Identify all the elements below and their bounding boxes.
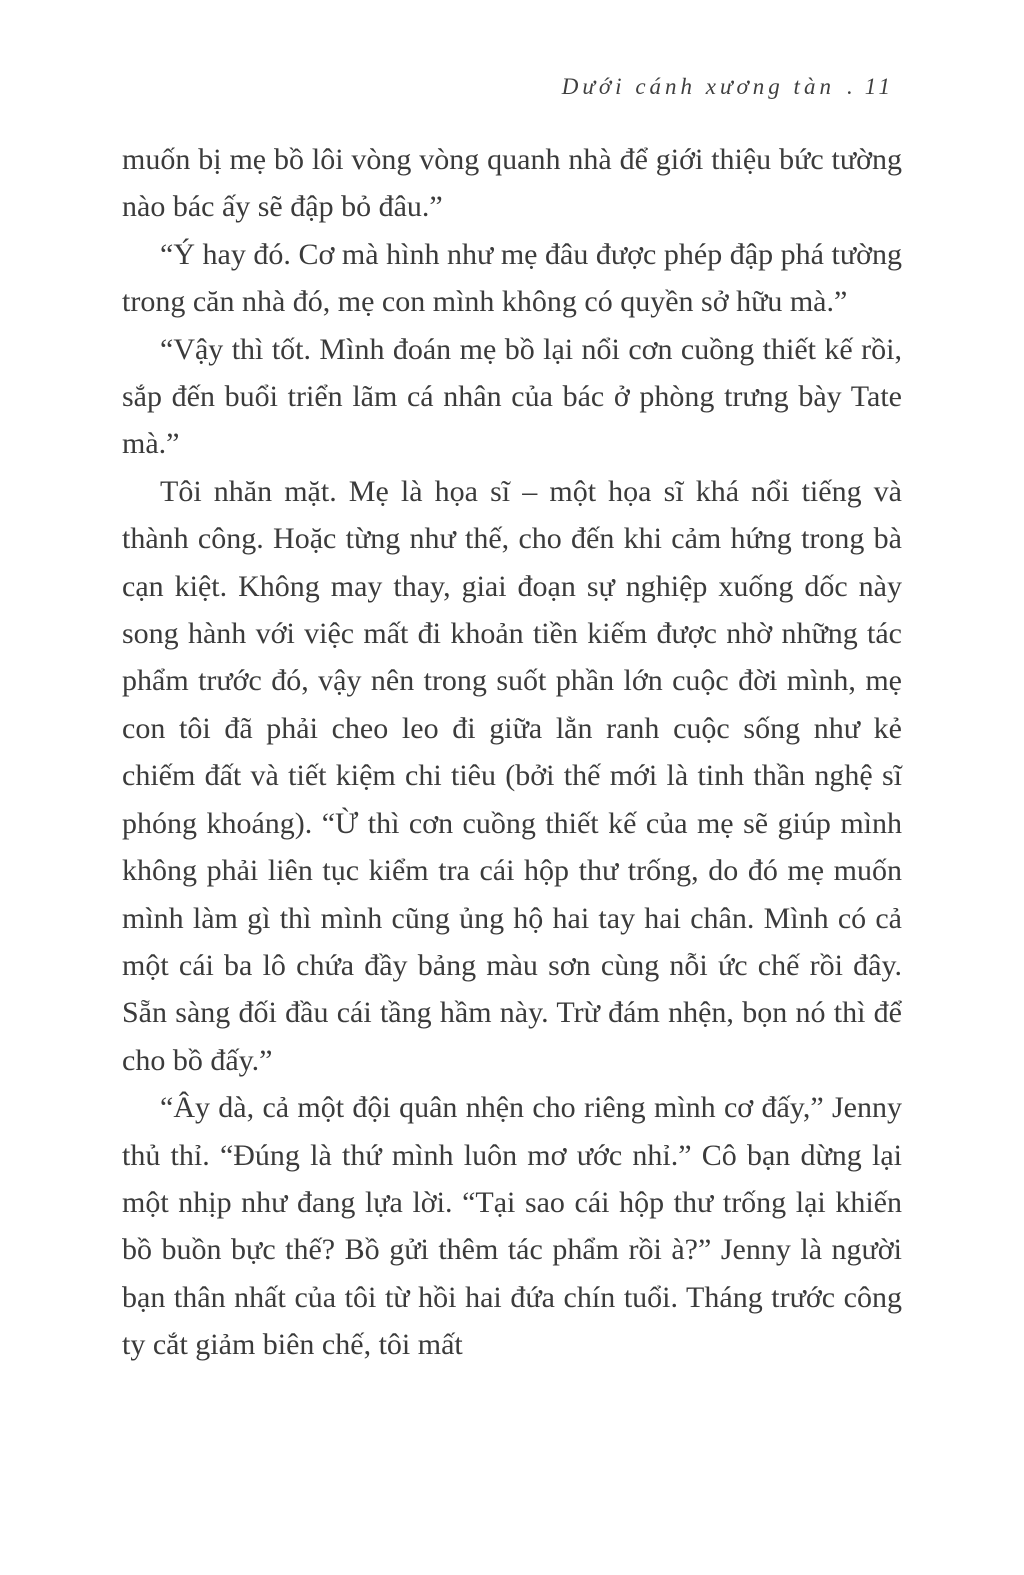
page-header xyxy=(0,74,894,100)
running-head-separator: . xyxy=(846,74,853,99)
running-head-title: Dưới cánh xương tàn xyxy=(561,74,835,99)
page-number: 11 xyxy=(864,74,894,99)
paragraph: “Vậy thì tốt. Mình đoán mẹ bồ lại nổi cơn cuồng thiết kế rồi, sắp đến buổi triển lãm cá nhân của bác ở phòng trưng bày Tate mà.” xyxy=(122,332,902,461)
page-body xyxy=(122,136,902,1369)
paragraph: muốn bị mẹ bồ lôi vòng vòng quanh nhà để giới thiệu bức tường nào bác ấy sẽ đập bỏ đâu.” xyxy=(122,143,902,224)
paragraph: Tôi nhăn mặt. Mẹ là họa sĩ – một họa sĩ khá nổi tiếng và thành công. Hoặc từng như thế, cho đến khi cảm hứng trong bà cạn kiệt. Không may thay, giai đoạn sự nghiệp xuống dốc này song hành với việc mất đi khoản tiền kiếm được nhờ những tác phẩm trước đó, vậy nên trong suốt phần lớn cuộc đời mình, mẹ con tôi đã phải cheo leo đi giữa lằn ranh cuộc sống như kẻ chiếm đất và tiết kiệm chi tiêu (bởi thế mới là tinh thần nghệ sĩ phóng khoáng). “Ừ thì cơn cuồng thiết kế của mẹ sẽ giúp mình không phải liên tục kiểm tra cái hộp thư trống, do đó mẹ muốn mình làm gì thì mình cũng ủng hộ hai tay hai chân. Mình có cả một cái ba lô chứa đầy bảng màu sơn cùng nỗi ức chế rồi đây. Sẵn sàng đối đầu cái tầng hầm này. Trừ đám nhện, bọn nó thì để cho bồ đấy.” xyxy=(122,474,902,1077)
paragraph: “Ý hay đó. Cơ mà hình như mẹ đâu được phép đập phá tường trong căn nhà đó, mẹ con mình không có quyền sở hữu mà.” xyxy=(122,237,902,319)
paragraph: “Ây dà, cả một đội quân nhện cho riêng mình cơ đấy,” Jenny thủ thỉ. “Đúng là thứ mình luôn mơ ước nhỉ.” Cô bạn dừng lại một nhịp như đang lựa lời. “Tại sao cái hộp thư trống lại khiến bồ buồn bực thế? Bồ gửi thêm tác phẩm rồi à?” Jenny là người bạn thân nhất của tôi từ hồi hai đứa chín tuổi. Tháng trước công ty cắt giảm biên chế, tôi mất xyxy=(122,1091,902,1362)
